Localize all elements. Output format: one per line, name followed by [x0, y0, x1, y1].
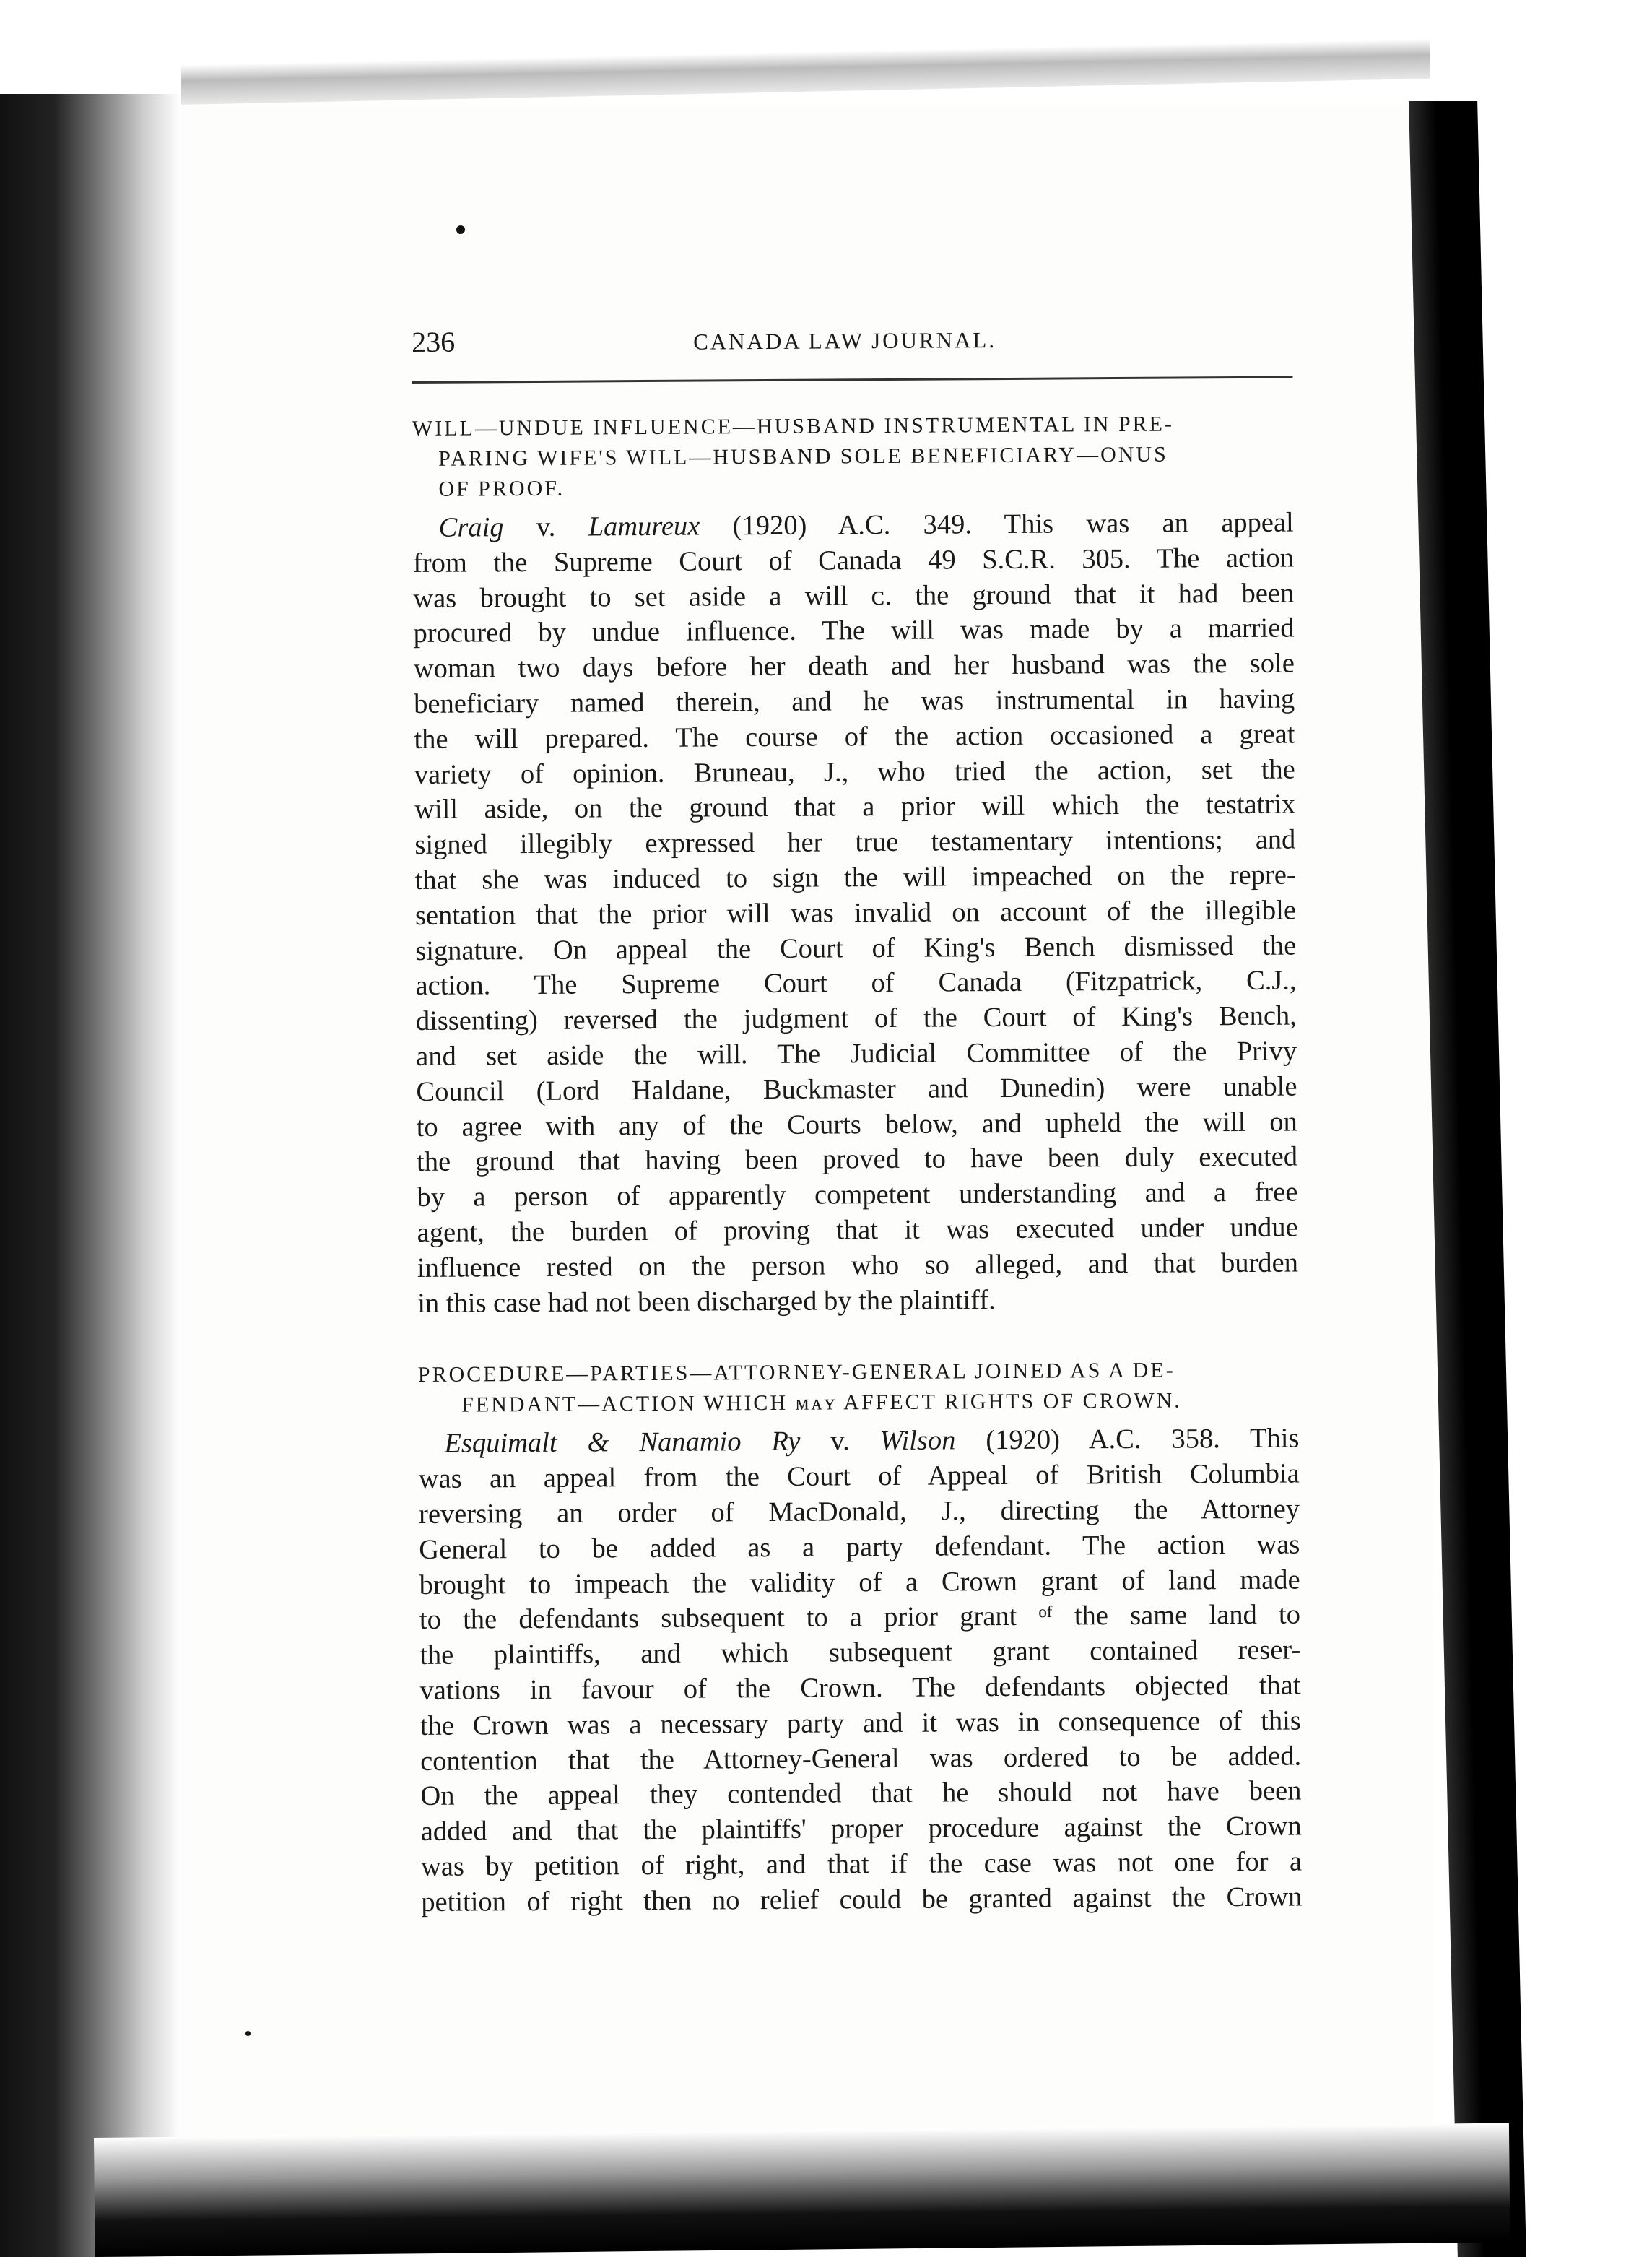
case-summary-esquimalt: [418, 1421, 1302, 1920]
text-line: procured by undue influence. The will was made by a married: [413, 612, 1295, 649]
text-line: the plaintiffs, and which subsequent grant contained reser-: [419, 1634, 1301, 1671]
journal-page: [412, 320, 1302, 1920]
text-line: from the Supreme Court of Canada 49 S.C.R. 305. The action: [412, 542, 1295, 579]
text-line: reversing an order of MacDonald, J., directing the Attorney: [418, 1494, 1300, 1530]
case-citation: (1920) A.C. 358. This: [986, 1423, 1300, 1456]
text-line: added and that the plaintiffs' proper procedure against the Crown: [420, 1811, 1302, 1847]
header-rule: [412, 376, 1292, 384]
case-citation: (1920) A.C. 349. This was an appeal: [732, 507, 1294, 542]
text-line: petition of right then no relief could be granted against the Crown: [421, 1881, 1303, 1918]
heading-line: WILL—UNDUE INFLUENCE—HUSBAND INSTRUMENTAL IN PRE-: [412, 412, 1175, 441]
heading-line: PARING WIFE'S WILL—HUSBAND SOLE BENEFICIARY—ONUS: [438, 442, 1168, 471]
text-line: brought to impeach the validity of a Crown grant of land made: [419, 1564, 1300, 1600]
text-line: the ground that having been proved to have been duly executed: [416, 1141, 1298, 1178]
text-line: to the defendants subsequent to a prior grant ᵒᶠ the same land to: [419, 1599, 1301, 1636]
text-line: signature. On appeal the Court of King's Bench dismissed the: [415, 930, 1297, 966]
text-line: woman two days before her death and her husband was the sole: [413, 648, 1295, 685]
text-line: to agree with any of the Courts below, and upheld the will on: [416, 1106, 1297, 1143]
case-versus: v.: [536, 511, 556, 542]
heading-line: FENDANT—ACTION WHICH ᴍᴀʏ AFFECT RIGHTS OF CROWN.: [461, 1388, 1182, 1417]
text-line: was brought to set aside a will ᴄ. the ground that it had been: [413, 578, 1295, 614]
text-line: will aside, on the ground that a prior will which the testatrix: [414, 789, 1296, 826]
case-versus: v.: [830, 1426, 850, 1457]
text-line: was an appeal from the Court of Appeal of British Columbia: [418, 1458, 1300, 1495]
section-heading-will: [412, 409, 1294, 505]
ink-speck: [245, 2031, 251, 2036]
binding-shadow-left: [0, 94, 181, 2257]
text-line: contention that the Attorney-General was ordered to be added.: [420, 1741, 1302, 1777]
text-line: and set aside the will. The Judicial Committee of the Privy: [416, 1036, 1297, 1072]
text-line: signed illegibly expressed her true testamentary intentions; and: [414, 824, 1296, 861]
case-name: Esquimalt & Nanamio Ry: [444, 1426, 801, 1460]
page-number: 236: [412, 325, 456, 358]
heading-line: OF PROOF.: [438, 476, 565, 501]
case-line-first: [418, 1421, 1299, 1462]
section-heading-procedure: [418, 1355, 1299, 1421]
text-line: influence rested on the person who so alleged, and that burden: [417, 1247, 1299, 1283]
text-line: in this case had not been discharged by the plaintiff.: [417, 1284, 996, 1319]
journal-title: CANADA LAW JOURNAL.: [693, 327, 997, 355]
text-line: the will prepared. The course of the action occasioned a great: [414, 719, 1295, 755]
page-edge-top: [181, 39, 1430, 105]
text-line: was by petition of right, and that if the case was not one for a: [420, 1846, 1303, 1882]
text-line: that she was induced to sign the will impeached on the repre-: [414, 859, 1296, 896]
case-party: Lamureux: [588, 511, 700, 542]
heading-line: PROCEDURE—PARTIES—ATTORNEY-GENERAL JOINED AS A DE-: [417, 1358, 1175, 1387]
text-line: by a person of apparently competent understanding and a free: [417, 1177, 1298, 1213]
case-name: Craig: [438, 512, 504, 543]
section-gap: [417, 1316, 1298, 1360]
running-head: [412, 320, 1292, 376]
binding-shadow-bottom: [94, 2123, 1510, 2257]
text-line: the Crown was a necessary party and it was in consequence of this: [419, 1705, 1301, 1741]
text-line: variety of opinion. Bruneau, J., who tried the action, set the: [414, 754, 1295, 790]
case-line-first: [413, 506, 1294, 546]
text-line: Council (Lord Haldane, Buckmaster and Dunedin) were unable: [416, 1071, 1297, 1107]
text-line: dissenting) reversed the judgment of the Court of King's Bench,: [415, 1000, 1297, 1037]
text-line: On the appeal they contended that he should not have been: [420, 1775, 1302, 1812]
text-line: General to be added as a party defendant. The action was: [419, 1529, 1300, 1565]
ink-speck: [456, 225, 465, 234]
case-party: Wilson: [879, 1425, 956, 1457]
case-summary-craig: [413, 506, 1299, 1322]
text-line: sentation that the prior will was invalid on account of the illegible: [414, 895, 1297, 931]
text-line: action. The Supreme Court of Canada (Fitzpatrick, C.J.,: [415, 965, 1297, 1002]
text-line: vations in favour of the Crown. The defendants objected that: [419, 1670, 1301, 1706]
text-line: agent, the burden of proving that it was executed under undue: [417, 1212, 1298, 1248]
text-line: beneficiary named therein, and he was instrumental in having: [414, 683, 1295, 719]
